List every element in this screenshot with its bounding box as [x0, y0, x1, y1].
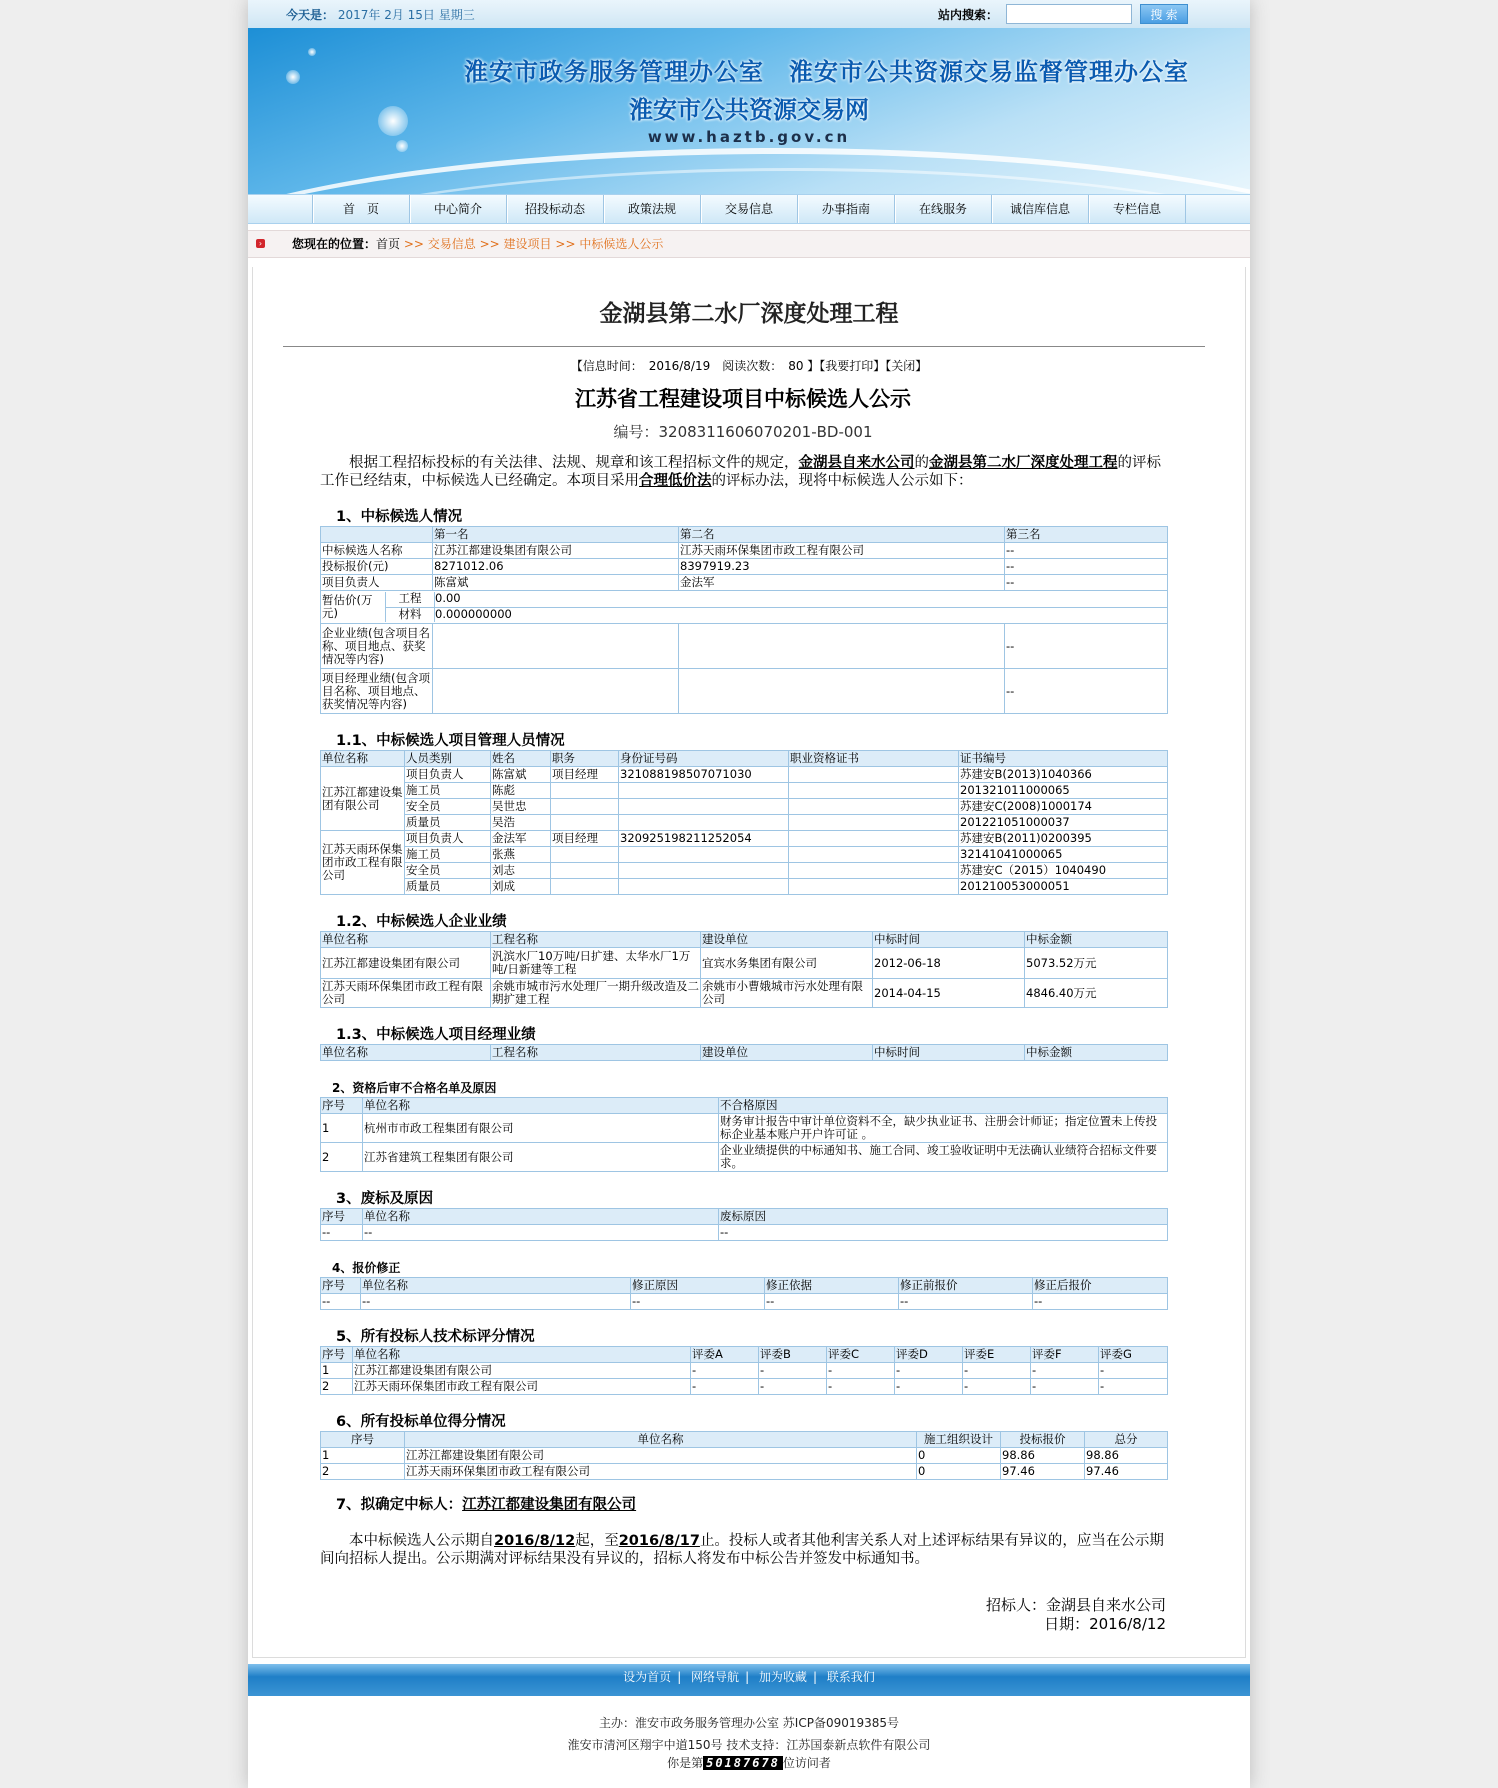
search-label: 站内搜索：	[937, 7, 998, 22]
doc-title: 江苏省工程建设项目中标候选人公示	[575, 386, 911, 411]
nav-trade-info[interactable]: 交易信息	[700, 195, 797, 223]
nav-column[interactable]: 专栏信息	[1088, 195, 1186, 223]
tenderer: 招标人：金湖县自来水公司	[985, 1596, 1166, 1614]
invalid-bids-table: 序号 单位名称 废标原因 -- -- --	[320, 1208, 1168, 1241]
sparkle-icon	[308, 48, 316, 56]
nav-credit[interactable]: 诚信库信息	[991, 195, 1088, 223]
manager-performance-table: 单位名称 工程名称 建设单位 中标时间 中标金额	[320, 1044, 1168, 1061]
announcement-body	[320, 379, 1166, 1634]
banner-title-1: 淮安市政务服务管理办公室 淮安市公共资源交易监督管理办公室	[464, 58, 1189, 86]
arrow-icon: ›	[256, 239, 265, 248]
search-button[interactable]: 搜 索	[1140, 4, 1188, 24]
footer-info	[248, 1712, 1250, 1770]
banner-url: www.haztb.gov.cn	[647, 128, 851, 146]
sparkle-icon	[286, 70, 300, 84]
nav-bidding-news[interactable]: 招投标动态	[506, 195, 603, 223]
company-performance-table: 单位名称 工程名称 建设单位 中标时间 中标金额 江苏江都建设集团有限公司 汎滨水厂10万吨/日扩建、太华水厂1万吨/日新建等工程 宜宾水务集团有限公司 2012-06-18 5073.52万元 江苏天雨环保集团市政工程有限公司 余姚市城市污水处理厂一期升级改造及二期扩建工程 余姚市小曹娥城市污水处理有限公司 2014-04-15 4846.40万元	[320, 931, 1168, 1008]
breadcrumb-trade-info[interactable]: >> 交易信息	[403, 237, 476, 251]
technical-score-table: 序号 单位名称 评委A 评委B 评委C 评委D 评委E 评委F 评委G 1 江苏江都建设集团有限公司 - - - - - - - 2 江苏天雨环保集团市政工程有限公司 - - - - - - -	[320, 1346, 1168, 1395]
footer-bookmark[interactable]: 加为收藏	[758, 1670, 807, 1684]
section-1-title: 1、中标候选人情况	[336, 509, 463, 525]
candidates-table: 第一名 第二名 第三名 中标候选人名称 江苏江都建设集团有限公司 江苏天雨环保集团市政工程有限公司 -- 投标报价(元) 8271012.06 8397919.23 -- 项目负责人 陈富斌 金法军 -- 暂估价(万元) 工程 材料 0.00 0.000000000 企业业绩(包含项目名称、项目地点、获奖情况等内容) -- 项目经理业绩(包含项目名称、项目地点、获奖情况等内容) --	[320, 526, 1168, 714]
sign-date: 日期：2016/8/12	[1044, 1615, 1166, 1633]
breadcrumb-label: 您现在的位置：	[292, 237, 377, 251]
footer-set-home[interactable]: 设为首页	[623, 1670, 672, 1684]
date-value: 2017年 2月 15日 星期三	[337, 8, 475, 22]
visit-counter: 你是第 50187678 位访问者	[667, 1756, 831, 1770]
section-6-title: 6、所有投标单位得分情况	[336, 1414, 506, 1430]
page-shell	[248, 0, 1250, 1788]
counter-value: 50187678	[703, 1756, 783, 1770]
price-correction-table: 序号 单位名称 修正原因 修正依据 修正前报价 修正后报价 -- -- -- -- -- --	[320, 1277, 1168, 1310]
signature-block	[320, 1596, 1166, 1634]
nav-online-service[interactable]: 在线服务	[894, 195, 991, 223]
nav-policy[interactable]: 政策法规	[603, 195, 700, 223]
nav-about[interactable]: 中心简介	[409, 195, 506, 223]
closing-paragraph: 本中标候选人公示期自2016/8/12起，至2016/8/17止。投标人或者其他利害关系人对上述评标结果有异议的，应当在公示期间向招标人提出。公示期满对评标结果没有异议的，招标人将发布中标公告并签发中标通知书。	[320, 1533, 1164, 1567]
nav-guide[interactable]: 办事指南	[797, 195, 894, 223]
section-3-title: 3、废标及原因	[336, 1191, 434, 1207]
site-search	[938, 4, 1188, 24]
banner-title-2: 淮安市公共资源交易网	[629, 96, 869, 124]
breadcrumb	[248, 230, 1250, 258]
top-bar	[248, 0, 1250, 28]
section-1-2-title: 1.2、中标候选人企业业绩	[336, 914, 507, 930]
nav-home[interactable]: 首 页	[312, 195, 409, 223]
footer-address: 淮安市清河区翔宇中道150号 技术支持：江苏国泰新点软件有限公司	[567, 1738, 931, 1752]
article-panel	[252, 267, 1246, 1658]
footer-links: 设为首页 | 网络导航 | 加为收藏 | 联系我们	[248, 1664, 1250, 1696]
header-banner	[248, 28, 1250, 194]
section-1-3-title: 1.3、中标候选人项目经理业绩	[336, 1027, 536, 1043]
section-7-title: 7、拟确定中标人：江苏江都建设集团有限公司	[336, 1497, 637, 1513]
footer-contact[interactable]: 联系我们	[826, 1670, 875, 1684]
section-1-1-title: 1.1、中标候选人项目管理人员情况	[336, 733, 565, 749]
intro-paragraph: 根据工程招标投标的有关法律、法规、规章和该工程招标文件的规定，金湖县自来水公司的金湖县第二水厂深度处理工程的评标工作已经结束，中标候选人已经确定。本项目采用合理低价法的评标办法，现将中标候选人公示如下：	[320, 455, 1161, 489]
breadcrumb-current[interactable]: >> 中标候选人公示	[555, 237, 664, 251]
breadcrumb-construction[interactable]: >> 建设项目	[479, 237, 552, 251]
doc-number: 编号：3208311606070201-BD-001	[613, 423, 873, 441]
page-title: 金湖县第二水厂深度处理工程	[599, 300, 899, 327]
article-meta: 【信息时间： 2016/8/19 阅读次数： 80 】【我要打印】【关闭】	[570, 359, 928, 373]
breadcrumb-home[interactable]: 首页	[376, 237, 401, 251]
disqualified-table: 序号 单位名称 不合格原因 1 杭州市市政工程集团有限公司 财务审计报告中审计单位资料不全，缺少执业证书、注册会计师证；指定位置未上传投标企业基本账户开户许可证 。 2 江苏省建筑工程集团有限公司 企业业绩提供的中标通知书、施工合同、竣工验收证明中无法确认业绩符合招标文件要求。	[320, 1097, 1168, 1172]
main-nav	[248, 194, 1250, 224]
date-label: 今天是：	[286, 8, 335, 22]
footer-host: 主办：淮安市政务服务管理办公室 苏ICP备09019385号	[598, 1716, 900, 1730]
winner-name: 江苏江都建设集团有限公司	[462, 1497, 637, 1513]
section-4-title: 4、报价修正	[332, 1261, 401, 1275]
section-5-title: 5、所有投标人技术标评分情况	[336, 1329, 535, 1345]
section-2-title: 2、资格后审不合格名单及原因	[332, 1081, 497, 1095]
date-display	[286, 6, 475, 23]
footer-site-nav[interactable]: 网络导航	[691, 1670, 740, 1684]
total-score-table: 序号 单位名称 施工组织设计 投标报价 总分 1 江苏江都建设集团有限公司 0 98.86 98.86 2 江苏天雨环保集团市政工程有限公司 0 97.46 97.46	[320, 1431, 1168, 1480]
staff-table: 单位名称 人员类别 姓名 职务 身份证号码 职业资格证书 证书编号 江苏江都建设集团有限公司 项目负责人 陈富斌 项目经理 321088198507071030 苏建安B(2013)1040366 施工员 陈彪 201321011000065 安全员 吴世忠 苏建安C(2008)1000174 质量员 吴浩 201221051000037 江苏天雨环保集团市政工程有限公司 项目负责人 金法军 项目经理 320925198211252054 苏建安B(2011)0200395 施工员 张燕 32141041000065 安全员 刘志 苏建安C（2015）1040490 质量员 刘成 201210053000051	[320, 750, 1168, 895]
search-input[interactable]	[1006, 4, 1132, 24]
